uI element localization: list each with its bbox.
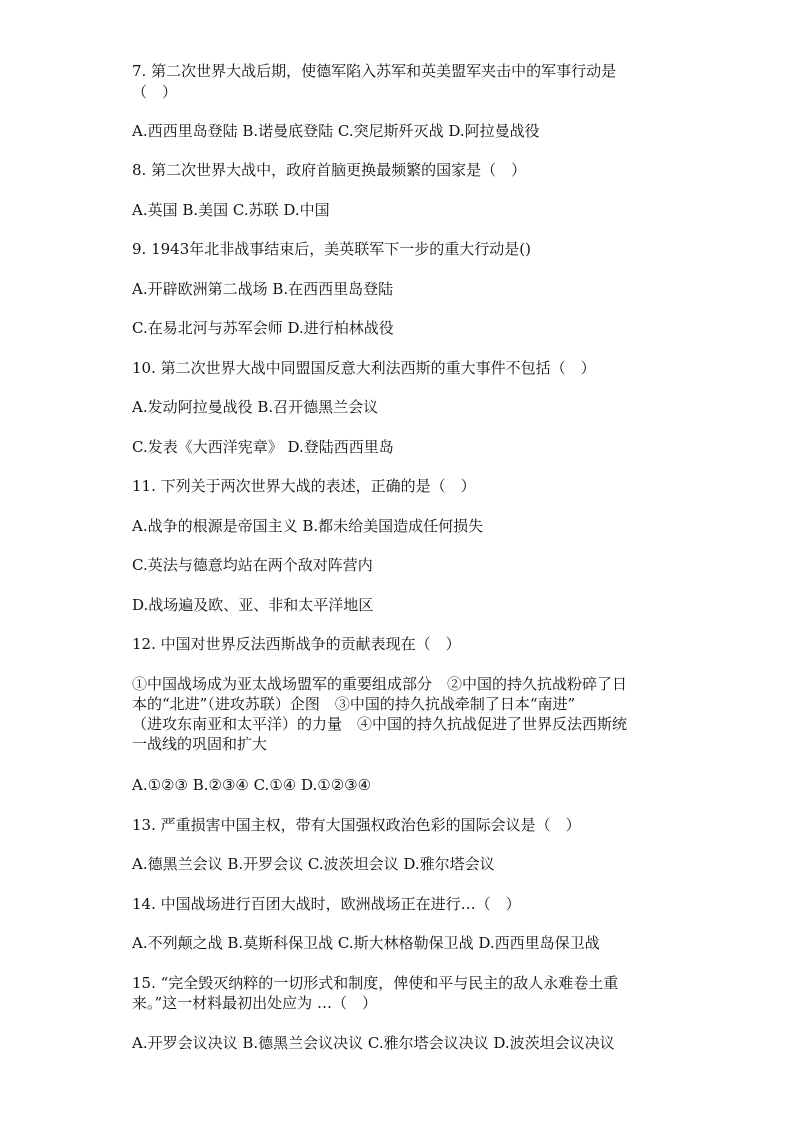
- question-12-statement-line-4: 一战线的巩固和扩大: [132, 735, 268, 753]
- question-11-options-line-2: C.英法与德意均站在两个敌对阵营内: [132, 556, 373, 574]
- question-15-stem-line-1: 15. “完全毁灭纳粹的一切形式和制度，俾使和平与民主的敌人永难卷土重: [132, 974, 619, 992]
- question-11-options-line-1: A.战争的根源是帝国主义 B.都未给美国造成任何损失: [132, 517, 484, 535]
- question-10-options-line-2: C.发表《大西洋宪章》 D.登陆西西里岛: [132, 438, 394, 456]
- question-8-stem: 8. 第二次世界大战中，政府首脑更换最频繁的国家是（ ）: [132, 161, 527, 179]
- question-12-statements: [132, 674, 672, 754]
- question-9-options-line-1: A.开辟欧洲第二战场 B.在西西里岛登陆: [132, 280, 394, 298]
- question-11-options-line-3: D.战场遍及欧、亚、非和太平洋地区: [132, 596, 374, 614]
- question-11-stem: 11. 下列关于两次世界大战的表述，正确的是（ ）: [132, 477, 476, 495]
- question-9-stem: 9. 1943年北非战事结束后，美英联军下一步的重大行动是(): [132, 240, 531, 258]
- question-13-stem: 13. 严重损害中国主权，带有大国强权政治色彩的国际会议是（ ）: [132, 816, 581, 834]
- question-15-options: A.开罗会议决议 B.德黑兰会议决议 C.雅尔塔会议决议 D.波茨坦会议决议: [132, 1034, 615, 1052]
- question-7-stem-line-2: （ ）: [132, 83, 178, 101]
- question-12-statement-line-3: （进攻东南亚和太平洋）的力量 ④中国的持久抗战促进了世界反法西斯统: [132, 715, 628, 733]
- question-12-statement-line-1: ①中国战场成为亚太战场盟军的重要组成部分 ②中国的持久抗战粉碎了日: [132, 675, 628, 693]
- question-7-stem-line-1: 7. 第二次世界大战后期，使德军陷入苏军和英美盟军夹击中的军事行动是: [132, 62, 617, 80]
- question-12-options: A.①②③ B.②③④ C.①④ D.①②③④: [132, 776, 372, 794]
- question-9-options-line-2: C.在易北河与苏军会师 D.进行柏林战役: [132, 319, 394, 337]
- question-8-options: A.英国 B.美国 C.苏联 D.中国: [132, 201, 330, 219]
- question-10-options-line-1: A.发动阿拉曼战役 B.召开德黑兰会议: [132, 398, 379, 416]
- question-15-stem-line-2: 来。”这一材料最初出处应为 …（ ）: [132, 994, 377, 1012]
- question-12-stem: 12. 中国对世界反法西斯战争的贡献表现在（ ）: [132, 635, 461, 653]
- question-7-options: A.西西里岛登陆 B.诺曼底登陆 C.突尼斯歼灭战 D.阿拉曼战役: [132, 122, 540, 140]
- question-14-options: A.不列颠之战 B.莫斯科保卫战 C.斯大林格勒保卫战 D.西西里岛保卫战: [132, 934, 600, 952]
- question-13-options: A.德黑兰会议 B.开罗会议 C.波茨坦会议 D.雅尔塔会议: [132, 855, 495, 873]
- question-12-statement-line-2: 本的“北进”（进攻苏联）企图 ③中国的持久抗战牵制了日本“南进”: [132, 695, 576, 713]
- question-14-stem: 14. 中国战场进行百团大战时，欧洲战场正在进行…（ ）: [132, 895, 521, 913]
- question-10-stem: 10. 第二次世界大战中同盟国反意大利法西斯的重大事件不包括（ ）: [132, 359, 596, 377]
